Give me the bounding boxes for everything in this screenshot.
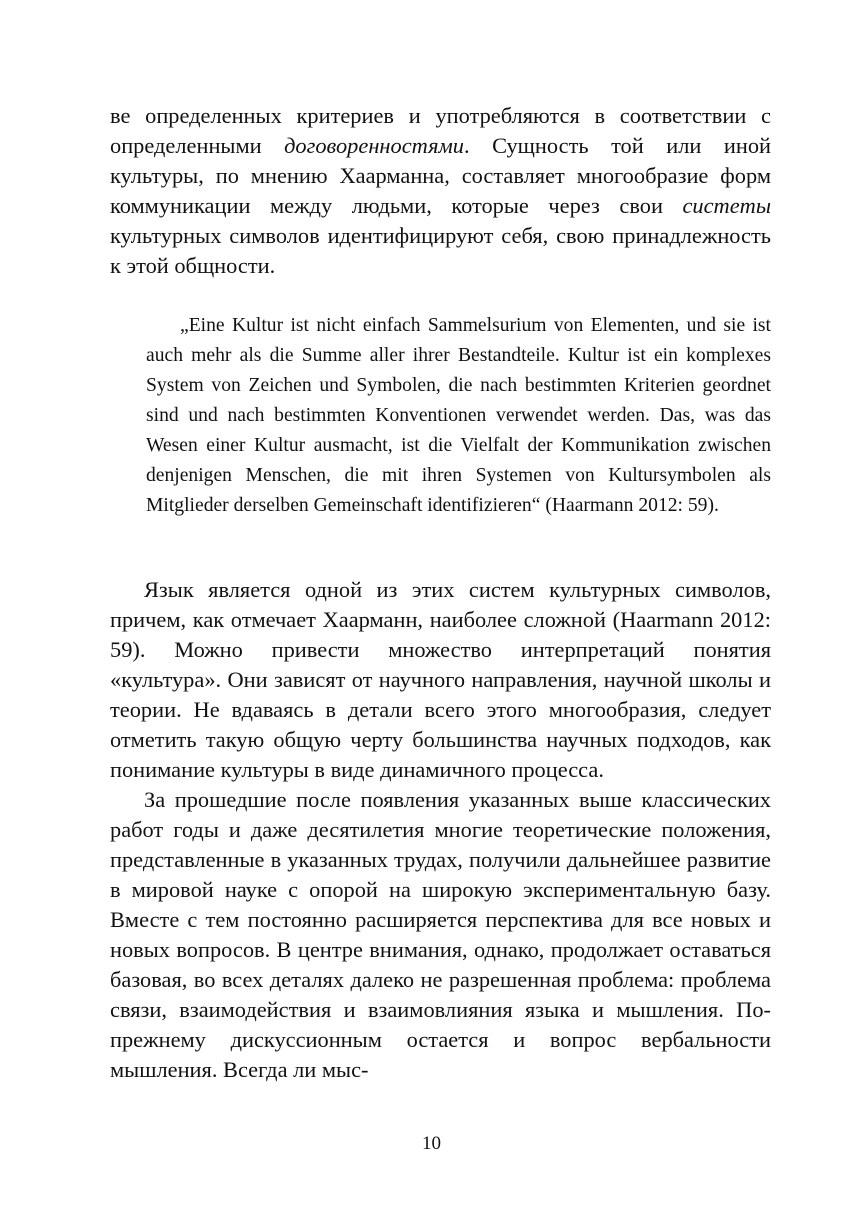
intro-italic-term-1: договоренностями	[284, 133, 464, 158]
classics-paragraph: За прошедшие после появления указанных выше классических работ годы и даже десятилетия многие теоретические положения, представленные в указанных трудах, получили дальнейшее развитие в мировой науке с опорой на широкую экспериментальную базу. Вместе с тем постоянно расширяется перспектива для все новых и новых вопросов. В центре внимания, однако, продолжает оставаться базовая, во всех деталях далеко не разрешенная проблема: проблема связи, взаимодействия и взаимовлияния языка и мышления. По-прежнему дискуссионным остается и вопрос вербальности мышления. Всегда ли мыс-	[110, 787, 771, 1082]
main-paragraphs-block	[110, 575, 771, 1085]
intro-italic-term-2: систеmы	[682, 193, 771, 218]
intro-text-part3: культурных символов идентифицируют себя, свою принадлежность к этой общности.	[110, 223, 771, 278]
page-number: 10	[422, 1133, 441, 1154]
german-quote: „Eine Kultur ist nicht einfach Sammelsurium von Elementen, und sie ist auch mehr als die Summe aller ihrer Bestandteile. Kultur ist ein komplexes System von Zeichen und Symbolen, die nach bestimmten Kriterien geordnet sind und nach bestimmten Konventionen verwendet werden. Das, was das Wesen einer Kultur ausmacht, ist die Vielfalt der Kommunikation zwischen denjenigen Menschen, die mit ihren Systemen von Kultursymbolen als Mitglieder derselben Gemeinschaft identifizieren“ (Haarmann 2012: 59).	[146, 315, 771, 516]
intro-paragraph	[110, 101, 771, 281]
language-paragraph: Язык является одной из этих систем культурных символов, причем, как отмечает Хаарманн, наиболее сложной (Haarmann 2012: 59). Можно привести множество интерпретаций понятия «культура». Они зависят от научного направления, научной школы и теории. Не вдаваясь в детали всего этого многообразия, следует отметить такую общую черту большинства научных подходов, как понимание культуры в виде динамичного процесса.	[110, 577, 771, 782]
intro-text-part2: . Сущность той или иной культуры, по мнению Хаарманна, составляет многообразие форм коммуникации между людьми, которые через свои	[110, 133, 771, 218]
intro-text-part1: ве определенных критериев и употребляются в соответствии с определенными	[110, 103, 771, 158]
intro-paragraph-block	[110, 101, 771, 281]
